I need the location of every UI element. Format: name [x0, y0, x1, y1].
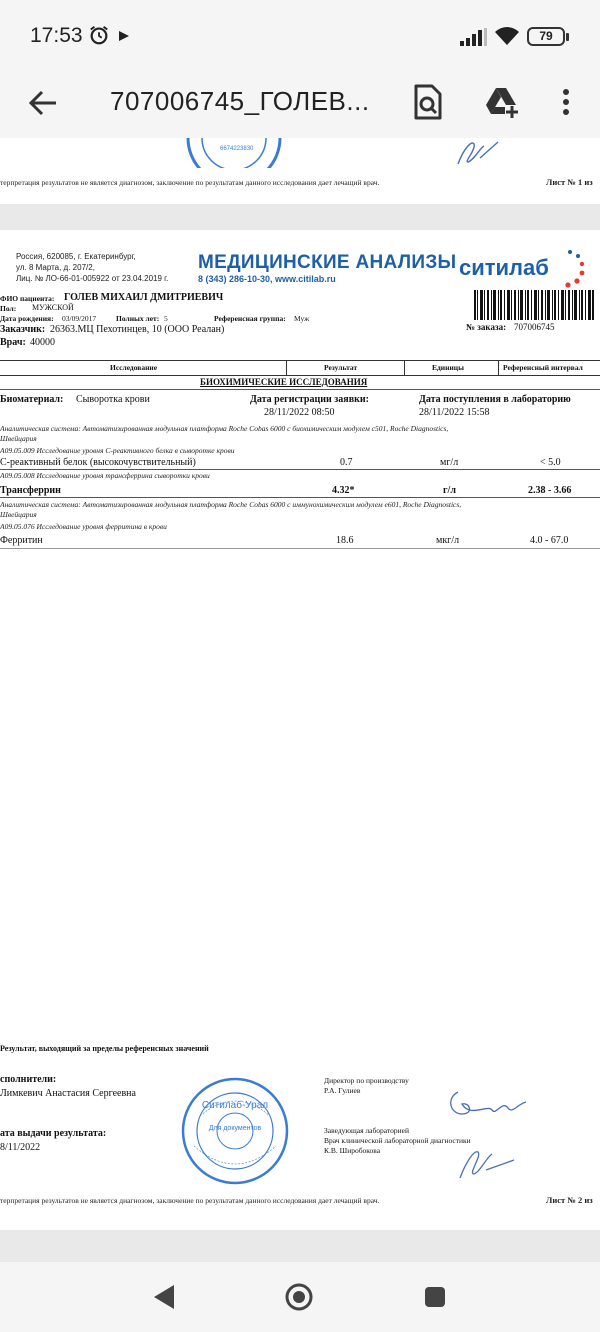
customer-label: Заказчик:	[0, 324, 46, 335]
brand-phone: 8 (343) 286-10-30, www.citilab.ru	[198, 274, 336, 284]
head-title-1: Заведующая лабораторией	[324, 1126, 409, 1135]
patient-name: ГОЛЕВ МИХАИЛ ДМИТРИЕВИЧ	[64, 292, 224, 303]
play-icon	[118, 30, 130, 42]
row-transferrin-unit: г/л	[443, 485, 456, 496]
col-ref: Референсный интервал	[503, 363, 583, 372]
patient-age: 5	[164, 314, 168, 323]
page-1-sheet-number: Лист № 1 из	[546, 177, 593, 187]
dob-label: Дата рождения:	[0, 314, 54, 323]
sex-label: Пол:	[0, 304, 17, 313]
ref-group-label: Референсная группа:	[214, 314, 286, 323]
document-title: 707006745_ГОЛЕВ...	[110, 86, 370, 116]
status-time: 17:53	[30, 24, 83, 47]
doctor: 40000	[30, 337, 55, 348]
results-table-header	[0, 360, 600, 376]
wifi-icon	[494, 26, 520, 46]
issue-date: 8/11/2022	[0, 1142, 41, 1153]
alarm-icon	[88, 24, 110, 46]
row-transferrin-name: Трансферрин	[0, 485, 61, 496]
analytic-system-2-country: Швейцария	[0, 510, 37, 519]
col-units: Единицы	[432, 363, 464, 372]
biomaterial-label: Биоматериал:	[0, 394, 64, 405]
ref-group: Муж	[294, 314, 310, 323]
col-result: Результат	[324, 363, 358, 372]
stamp-title: Ситилаб-Урал	[201, 1100, 269, 1111]
order-label: № заказа:	[466, 322, 507, 332]
page-1-footer-note: терпретация результатов не является диагнозом, заключение по результатам данного исследования дает лечащий врач.	[0, 178, 380, 187]
head-signature-image	[452, 1142, 522, 1182]
director-name: Р.А. Гулиев	[324, 1086, 361, 1095]
analytic-system-1: Аналитическая система: Автоматизированная модульная платформа Roche Cobas 6000 с биохимическим модулем c501, Roche Diagnostics,	[0, 424, 449, 433]
brand-title: МЕДИЦИНСКИЕ АНАЛИЗЫ	[198, 252, 457, 273]
order-number: 707006745	[514, 322, 555, 332]
col-test: Исследование	[110, 363, 158, 372]
navigation-bar	[0, 1262, 600, 1332]
stamp-subtitle: Для документов	[208, 1125, 262, 1132]
head-title-2: Врач клинической лабораторной диагностики	[324, 1136, 471, 1145]
status-bar	[0, 0, 600, 76]
lab-address-line-1: Россия, 620085, г. Екатеринбург,	[16, 252, 136, 261]
test-code-2: A09.05.008 Исследование уровня трансферрина сыворотки крови	[0, 471, 210, 480]
issue-date-label: ата выдачи результата:	[0, 1128, 107, 1139]
row-ferritin-unit: мкг/л	[436, 535, 460, 546]
barcode-image	[474, 290, 594, 320]
stamp-image	[186, 138, 282, 168]
lab-license: Лиц. № ЛО-66-01-005922 от 23.04.2019 г.	[16, 274, 169, 283]
analytic-system-2: Аналитическая система: Автоматизированная модульная платформа Roche Cobas 6000 с иммунохимическим модулем e601, Roche Diagnostics,	[0, 500, 462, 509]
lab-address-line-2: ул. 8 Марта, д. 207/2,	[16, 263, 95, 272]
fio-label: ФИО пациента:	[0, 294, 55, 303]
page-1-bottom	[0, 138, 600, 204]
signature-image	[454, 138, 504, 168]
out-of-range-note: Результат, выходящий за пределы референсных значений	[0, 1044, 209, 1053]
nav-back-icon[interactable]	[152, 1284, 176, 1310]
head-name: К.В. Широбокова	[324, 1146, 381, 1155]
row-crp-ref: < 5.0	[540, 457, 561, 468]
director-signature-image	[440, 1084, 530, 1124]
biomaterial: Сыворотка крови	[76, 394, 150, 405]
svg-text:6674223830: 6674223830	[220, 146, 254, 152]
doctor-label: Врач:	[0, 337, 26, 348]
page-2	[0, 230, 600, 1230]
page-2-sheet-number: Лист № 2 из	[546, 1195, 593, 1205]
analytic-system-1-country: Швейцария	[0, 434, 37, 443]
page-2-footer-note: терпретация результатов не является диагнозом, заключение по результатам данного исследования дает лечащий врач.	[0, 1196, 380, 1205]
logo-dots-icon	[562, 248, 588, 288]
reg-date-label: Дата регистрации заявки:	[250, 394, 369, 405]
row-ferritin-ref: 4.0 - 67.0	[530, 535, 569, 546]
more-options-icon[interactable]	[556, 84, 576, 120]
nav-home-icon[interactable]	[284, 1282, 314, 1312]
lab-date-label: Дата поступления в лабораторию	[419, 394, 571, 405]
executor-name: Лимкевич Анастасия Сергеевна	[0, 1088, 136, 1099]
citilab-logo: ситилаб	[459, 255, 549, 280]
patient-sex: МУЖСКОЙ	[32, 303, 74, 312]
search-in-document-icon[interactable]	[412, 84, 444, 120]
add-to-drive-icon[interactable]	[484, 84, 520, 120]
row-crp-result: 0.7	[340, 457, 353, 468]
row-ferritin-name: Ферритин	[0, 535, 43, 546]
lab-date: 28/11/2022 15:58	[419, 407, 490, 418]
back-arrow-icon[interactable]	[26, 86, 60, 120]
row-ferritin-result: 18.6	[336, 535, 354, 546]
patient-dob: 03/09/2017	[62, 314, 97, 323]
customer: 26363.МЦ Пехотинцев, 10 (ООО Реалан)	[50, 324, 225, 335]
signal-icon	[460, 28, 488, 46]
section-title: БИОХИМИЧЕСКИЕ ИССЛЕДОВАНИЯ	[200, 377, 368, 387]
row-crp-name: С-реактивный белок (высокочувствительный)	[0, 457, 196, 468]
director-title: Директор по производству	[324, 1076, 409, 1085]
test-code-3: A09.05.076 Исследование уровня ферритина в крови	[0, 522, 167, 531]
nav-recent-apps-icon[interactable]	[424, 1286, 446, 1308]
row-transferrin-ref: 2.38 - 3.66	[528, 485, 572, 496]
battery-indicator: 79	[527, 27, 565, 46]
pdf-viewer[interactable]	[0, 138, 600, 1262]
lab-stamp-image	[180, 1076, 290, 1186]
app-bar	[0, 76, 600, 138]
executors-label: сполнители:	[0, 1074, 57, 1085]
reg-date: 28/11/2022 08:50	[264, 407, 335, 418]
age-label: Полных лет:	[116, 314, 160, 323]
test-code-1: A09.05.009 Исследование уровня С-реактивного белка в сыворотке крови	[0, 446, 235, 455]
row-crp-unit: мг/л	[440, 457, 459, 468]
row-transferrin-result: 4.32*	[332, 485, 355, 496]
